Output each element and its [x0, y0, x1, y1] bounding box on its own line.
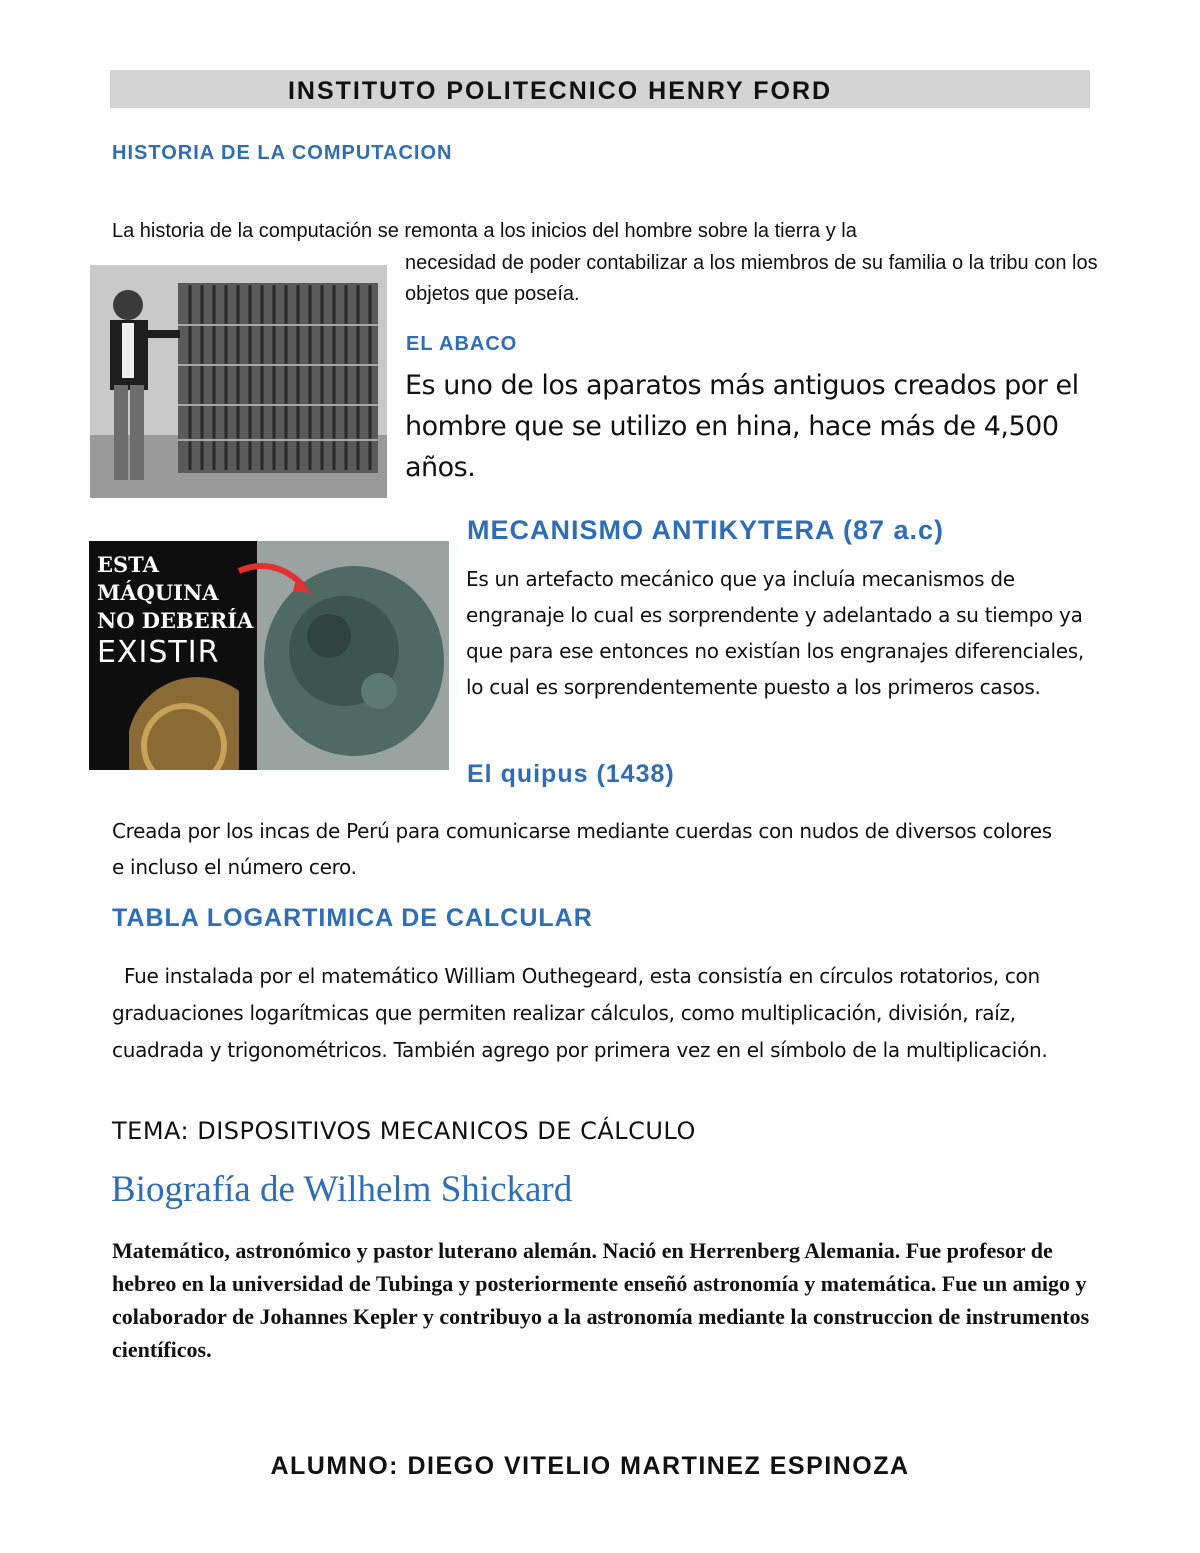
tema-text: TEMA: DISPOSITIVOS MECANICOS DE CÁLCULO — [112, 1117, 696, 1145]
difference-engine-photo — [90, 265, 387, 498]
quipus-text: Creada por los incas de Perú para comunicarse mediante cuerdas con nudos de diversos colores e incluso el número cero. — [112, 819, 1052, 879]
antikythera-photo — [89, 541, 449, 770]
abaco-heading: EL ABACO — [406, 333, 518, 355]
biografia-title: Biografía de Wilhelm Shickard — [111, 1169, 573, 1210]
image-caption-line4: EXISTIR — [97, 635, 220, 670]
alumno-name: ALUMNO: DIEGO VITELIO MARTINEZ ESPINOZA — [270, 1452, 910, 1480]
image-caption-line3: NO DEBERÍA — [97, 608, 254, 633]
institution-title: INSTITUTO POLITECNICO HENRY FORD — [287, 77, 833, 105]
antikytera-text: Es un artefacto mecánico que ya incluía mecanismos de engranaje lo cual es sorprendente y adelantado a su tiempo ya que para ese entonces no existían los engranajes diferenciales, lo cual es sorprendentemente puesto a los primeros casos. — [466, 567, 1084, 699]
quipus-heading: El quipus (1438) — [467, 760, 675, 788]
historia-heading: HISTORIA DE LA COMPUTACION — [112, 142, 453, 164]
image-caption-line2: MÁQUINA — [97, 580, 219, 605]
tabla-heading: TABLA LOGARTIMICA DE CALCULAR — [112, 904, 593, 932]
tabla-text — [112, 958, 1072, 1069]
historia-intro-line1: La historia de la computación se remonta a los inicios del hombre sobre la tierra y la — [112, 220, 857, 242]
biografia-text: Matemático, astronómico y pastor luterano alemán. Nació en Herrenberg Alemania. Fue profesor de hebreo en la universidad de Tubinga y posteriormente enseñó astronomía y matemática. Fue un amigo y colaborador de Johannes Kepler y contribuyo a la astronomía mediante la construccion de instrumentos científicos. — [112, 1238, 1090, 1362]
tabla-text-body: Fue instalada por el matemático William Outhegeard, esta consistía en círculos rotatorios, con graduaciones logarítmicas que permiten realizar cálculos, como multiplicación, división, raíz, cuadrada y trigonométricos. También agrego por primera vez en el símbolo de la multiplicación. — [112, 964, 1048, 1062]
abaco-text: Es uno de los aparatos más antiguos creados por el hombre que se utilizo en hina, hace más de 4,500 años. — [405, 370, 1079, 483]
image-caption-line1: ESTA — [97, 552, 159, 577]
historia-intro-rest: necesidad de poder contabilizar a los miembros de su familia o la tribu con los objetos que poseía. — [405, 252, 1098, 305]
antikytera-heading: MECANISMO ANTIKYTERA (87 a.c) — [467, 515, 945, 545]
